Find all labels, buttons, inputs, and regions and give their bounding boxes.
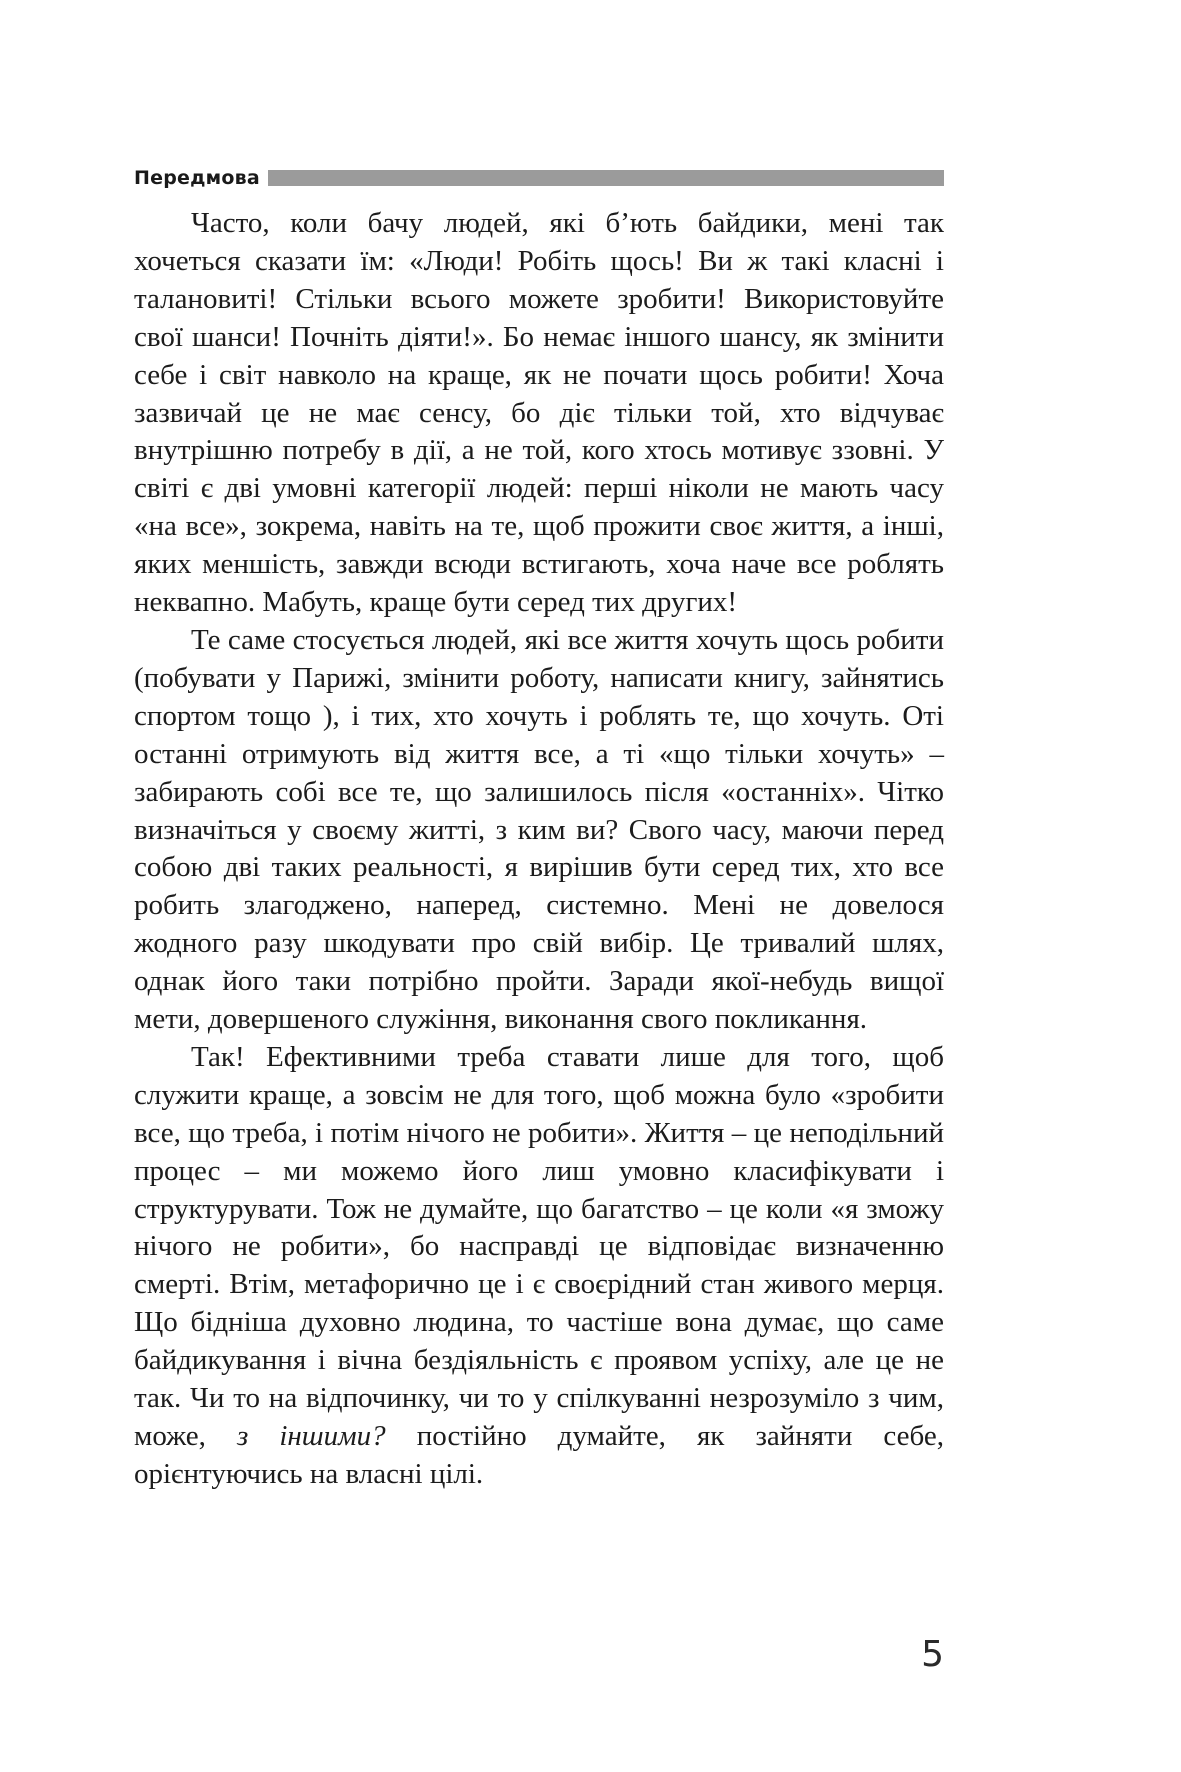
paragraph-3-text-start: Так! Ефективними треба ставати лише для того, щоб служити краще, а зовсім не для того, щоб можна було «зробити все, що треба, і потім нічого не робити». Життя – це неподільний процес – ми можемо його лиш умовно класифікувати і структурувати. Тож не думайте, що багатство – це коли «я зможу нічого не робити», бо насправді це відповідає визначенню смерті. Втім, метафорично це і є своєрідний стан живого мерця. Що бідніша духовно людина, то частіше вона думає, що саме байдикування і вічна бездіяльність є проявом успіху, але це не так. Чи то на відпочинку, чи то у спілкуванні незрозуміло з чим, може,: [134, 1040, 944, 1452]
section-title: Передмова: [134, 167, 260, 189]
paragraph-1: Часто, коли бачу людей, які б’ють байдики, мені так хочеться сказати їм: «Люди! Робіть щось! Ви ж такі класні і талановиті! Стільки всього можете зробити! Використовуйте свої шанси! Почніть діяти!». Бо немає іншого шансу, як змінити себе і світ навколо на краще, як не почати щось робити! Хоча зазвичай це не має сенсу, бо діє тільки той, хто відчуває внутрішню потребу в дії, а не той, кого хтось мотивує ззовні. У світі є дві умовні категорії людей: перші ніколи не мають часу «на все», зокрема, навіть на те, щоб прожити своє життя, а інші, яких меншість, завжди всюди встигають, хоча наче все роблять неквапно. Мабуть, краще бути серед тих других!: [134, 207, 944, 619]
page-number: 5: [921, 1634, 944, 1675]
header-rule: [268, 170, 944, 186]
paragraph-3: [134, 1039, 944, 1494]
paragraph-2: Те саме стосується людей, які все життя хочуть щось робити (побувати у Парижі, змінити роботу, написати книгу, зайнятись спортом тощо ), і тих, хто хочуть і роблять те, що хочуть. Оті останні отримують від життя все, а ті «що тільки хочуть» – забирають собі все те, що залишилось після «останніх». Чітко визначіться у своєму житті, з ким ви? Свого часу, маючи перед собою дві таких реальності, я вирішив бути серед тих, хто все робить злагоджено, наперед, системно. Мені не довелося жодного разу шкодувати про свій вибір. Це тривалий шлях, однак його таки потрібно пройти. Заради якої-небудь вищої мети, довершеного служіння, виконання свого покликання.: [134, 623, 944, 1036]
running-header: [134, 166, 944, 190]
body-text: [134, 205, 944, 1494]
paragraph-3-text-end: постійно думайте, як зайняти себе, орієнтуючись на власні цілі.: [134, 1420, 944, 1490]
paragraph-3-italic: з іншими?: [236, 1420, 386, 1452]
